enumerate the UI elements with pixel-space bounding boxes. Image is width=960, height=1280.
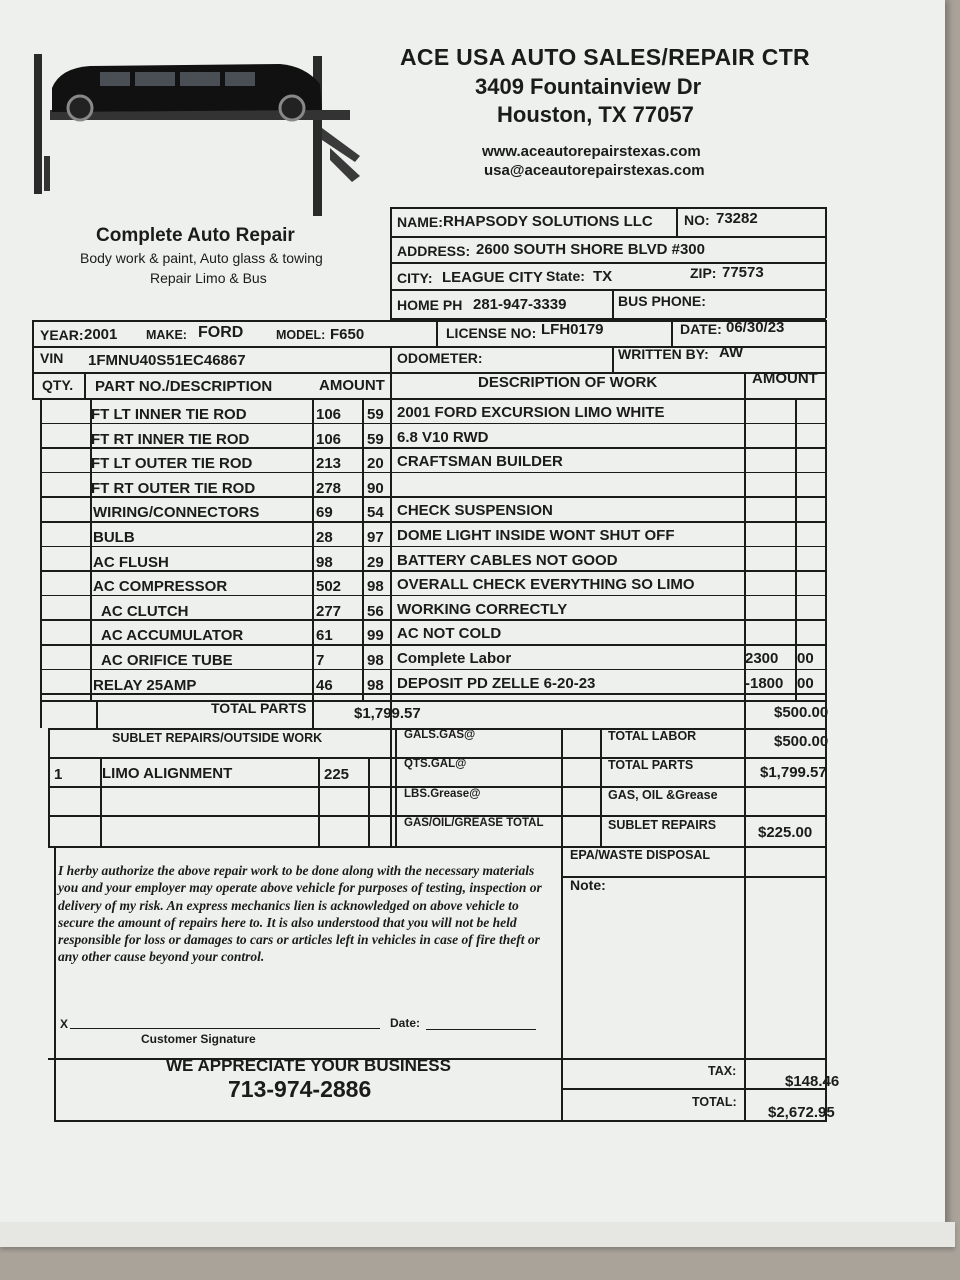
bus-phone-label: BUS PHONE: bbox=[618, 293, 706, 309]
part-cents: 98 bbox=[367, 676, 384, 694]
customer-address: 2600 SOUTH SHORE BLVD #300 bbox=[476, 241, 705, 258]
part-desc-header: PART NO./DESCRIPTION bbox=[95, 378, 273, 395]
home-phone: 281-947-3339 bbox=[473, 296, 567, 313]
part-dollars: 502 bbox=[316, 578, 342, 596]
part-dollars: 46 bbox=[316, 676, 333, 694]
year-label: YEAR: bbox=[40, 327, 84, 343]
underlying-sheet bbox=[0, 1222, 955, 1247]
part-desc: WIRING/CONNECTORS bbox=[93, 504, 260, 522]
part-dollars: 106 bbox=[316, 430, 342, 448]
signature-line[interactable] bbox=[70, 1028, 380, 1029]
part-cents: 90 bbox=[367, 479, 384, 497]
part-dollars: 277 bbox=[316, 602, 342, 620]
gals-gas-label: GALS.GAS@ bbox=[404, 729, 476, 741]
part-desc: FT LT INNER TIE ROD bbox=[91, 406, 247, 423]
work-desc: DEPOSIT PD ZELLE 6-20-23 bbox=[397, 674, 596, 692]
work-desc: DOME LIGHT INSIDE WONT SHUT OFF bbox=[397, 527, 675, 544]
note-label: Note: bbox=[570, 877, 606, 893]
sublet-repairs-label: SUBLET REPAIRS bbox=[608, 818, 717, 832]
work-cents: 00 bbox=[797, 650, 814, 667]
work-desc-header: DESCRIPTION OF WORK bbox=[478, 374, 658, 391]
invoice-no-label: NO: bbox=[684, 212, 710, 228]
total-parts-value: $1,799.57 bbox=[354, 705, 421, 722]
part-cents: 98 bbox=[367, 652, 384, 669]
city-label: CITY: bbox=[397, 270, 433, 286]
lbs-grease-label: LBS.Grease@ bbox=[404, 788, 481, 800]
state-label: State: bbox=[546, 268, 585, 284]
part-desc: AC COMPRESSOR bbox=[93, 578, 228, 596]
shop-address-line2: Houston, TX 77057 bbox=[497, 102, 694, 127]
part-cents: 97 bbox=[367, 529, 384, 546]
parts-amount-header: AMOUNT bbox=[319, 377, 385, 394]
odometer-label: ODOMETER: bbox=[397, 350, 483, 366]
total-label: TOTAL: bbox=[692, 1095, 737, 1109]
work-desc: BATTERY CABLES NOT GOOD bbox=[397, 551, 618, 569]
sublet-amount: 225 bbox=[324, 766, 350, 783]
sublet-desc: LIMO ALIGNMENT bbox=[102, 765, 233, 782]
part-cents: 59 bbox=[367, 430, 384, 448]
shop-services-line1: Body work & paint, Auto glass & towing bbox=[80, 250, 323, 266]
work-dollars: 2300 bbox=[745, 650, 779, 667]
date: 06/30/23 bbox=[726, 319, 785, 336]
shop-website: www.aceautorepairstexas.com bbox=[482, 143, 701, 160]
tax-label: TAX: bbox=[708, 1064, 737, 1078]
make: FORD bbox=[198, 324, 244, 341]
work-desc: CHECK SUSPENSION bbox=[397, 502, 553, 520]
vin-label: VIN bbox=[40, 350, 64, 366]
work-total-value: $500.00 bbox=[774, 704, 829, 721]
summary-total-parts-label: TOTAL PARTS bbox=[608, 758, 694, 772]
shop-name: ACE USA AUTO SALES/REPAIR CTR bbox=[400, 44, 810, 70]
gas-oil-grease-label: GAS, OIL &Grease bbox=[608, 788, 718, 802]
work-cents: 00 bbox=[797, 674, 814, 692]
work-desc: 6.8 V10 RWD bbox=[397, 428, 489, 446]
written-by: AW bbox=[719, 344, 744, 361]
model: F650 bbox=[330, 326, 365, 343]
part-desc: FT RT OUTER TIE ROD bbox=[91, 479, 256, 497]
state: TX bbox=[593, 268, 613, 285]
sublet-repairs-value: $225.00 bbox=[758, 824, 813, 841]
signature-date-label: Date: bbox=[390, 1016, 421, 1030]
zip-label: ZIP: bbox=[690, 265, 717, 281]
signature-date-line[interactable] bbox=[426, 1029, 536, 1030]
part-dollars: 28 bbox=[316, 529, 333, 546]
make-label: MAKE: bbox=[146, 328, 187, 342]
shop-email: usa@aceautorepairstexas.com bbox=[484, 162, 705, 179]
signature-x: X bbox=[60, 1017, 69, 1031]
part-dollars: 98 bbox=[316, 553, 333, 571]
part-dollars: 69 bbox=[316, 504, 333, 522]
summary-total-parts-value: $1,799.57 bbox=[760, 764, 827, 781]
date-label: DATE: bbox=[680, 321, 722, 337]
part-cents: 54 bbox=[367, 504, 384, 522]
work-desc: CRAFTSMAN BUILDER bbox=[397, 453, 563, 471]
qty-header: QTY. bbox=[42, 377, 74, 393]
work-desc: OVERALL CHECK EVERYTHING SO LIMO bbox=[397, 576, 695, 594]
part-desc: AC ACCUMULATOR bbox=[101, 627, 244, 645]
year: 2001 bbox=[84, 326, 118, 343]
qts-gal-label: QTS.GAL@ bbox=[404, 758, 467, 770]
part-cents: 99 bbox=[367, 627, 384, 645]
city: LEAGUE CITY bbox=[442, 269, 543, 286]
invoice-no: 73282 bbox=[716, 210, 758, 227]
work-desc: WORKING CORRECTLY bbox=[397, 600, 568, 618]
part-desc: AC FLUSH bbox=[93, 553, 169, 571]
fluids-total-label: GAS/OIL/GREASE TOTAL bbox=[404, 817, 544, 829]
shop-address-line1: 3409 Fountainview Dr bbox=[475, 74, 702, 99]
work-desc: AC NOT COLD bbox=[397, 625, 502, 643]
part-cents: 29 bbox=[367, 553, 384, 571]
limo-lift-logo bbox=[30, 48, 360, 218]
sublet-header: SUBLET REPAIRS/OUTSIDE WORK bbox=[112, 731, 323, 745]
part-cents: 56 bbox=[367, 602, 384, 620]
part-dollars: 61 bbox=[316, 627, 333, 645]
home-phone-label: HOME PH bbox=[397, 297, 463, 313]
sublet-qty: 1 bbox=[54, 766, 63, 783]
part-cents: 20 bbox=[367, 455, 384, 473]
model-label: MODEL: bbox=[276, 328, 326, 342]
part-desc: FT LT OUTER TIE ROD bbox=[91, 455, 253, 473]
part-desc: AC CLUTCH bbox=[101, 602, 189, 620]
vin: 1FMNU40S51EC46867 bbox=[88, 352, 246, 369]
part-desc: RELAY 25AMP bbox=[93, 676, 197, 694]
zip: 77573 bbox=[722, 264, 764, 281]
total-value: $2,672.95 bbox=[768, 1104, 835, 1121]
customer-name-label: NAME: bbox=[397, 214, 443, 230]
part-cents: 98 bbox=[367, 578, 384, 596]
tax-value: $148.46 bbox=[785, 1073, 840, 1090]
shop-tagline: Complete Auto Repair bbox=[96, 225, 295, 246]
license-label: LICENSE NO: bbox=[446, 325, 537, 341]
part-desc: AC ORIFICE TUBE bbox=[101, 652, 233, 669]
shop-services-line2: Repair Limo & Bus bbox=[150, 270, 267, 286]
customer-name: RHAPSODY SOLUTIONS LLC bbox=[443, 213, 653, 230]
part-dollars: 7 bbox=[316, 652, 325, 669]
part-cents: 59 bbox=[367, 406, 384, 423]
part-desc: FT RT INNER TIE ROD bbox=[91, 430, 250, 448]
customer-address-label: ADDRESS: bbox=[397, 243, 471, 259]
total-labor-label: TOTAL LABOR bbox=[608, 729, 697, 743]
work-desc: 2001 FORD EXCURSION LIMO WHITE bbox=[397, 404, 665, 421]
part-dollars: 213 bbox=[316, 455, 342, 473]
epa-disposal-label: EPA/WASTE DISPOSAL bbox=[570, 848, 711, 862]
part-dollars: 106 bbox=[316, 406, 342, 423]
total-parts-label: TOTAL PARTS bbox=[211, 700, 307, 716]
work-amount-header: AMOUNT bbox=[752, 370, 818, 387]
written-by-label: WRITTEN BY: bbox=[618, 346, 709, 362]
shop-phone: 713-974-2886 bbox=[228, 1076, 372, 1102]
part-desc: BULB bbox=[93, 529, 135, 546]
work-desc: Complete Labor bbox=[397, 650, 512, 667]
total-labor-value: $500.00 bbox=[774, 733, 829, 750]
work-dollars: -1800 bbox=[745, 674, 784, 692]
part-dollars: 278 bbox=[316, 479, 342, 497]
signature-label: Customer Signature bbox=[141, 1032, 256, 1046]
authorization-text: I herby authorize the above repair work to be done along with the necessary materials you and your employer may operate above vehicle for purposes of testing, inspection or delivery of my risk. An express mechanics lien is acknowledged on above vehicle to secure the amount of repairs here to. It is also understood that you will not be held responsible for loss or damages to cars or articles left in vehicles in case of fire theft or any other cause beyond your control. bbox=[58, 863, 542, 965]
license-no: LFH0179 bbox=[541, 321, 604, 338]
appreciation-text: WE APPRECIATE YOUR BUSINESS bbox=[166, 1056, 451, 1075]
